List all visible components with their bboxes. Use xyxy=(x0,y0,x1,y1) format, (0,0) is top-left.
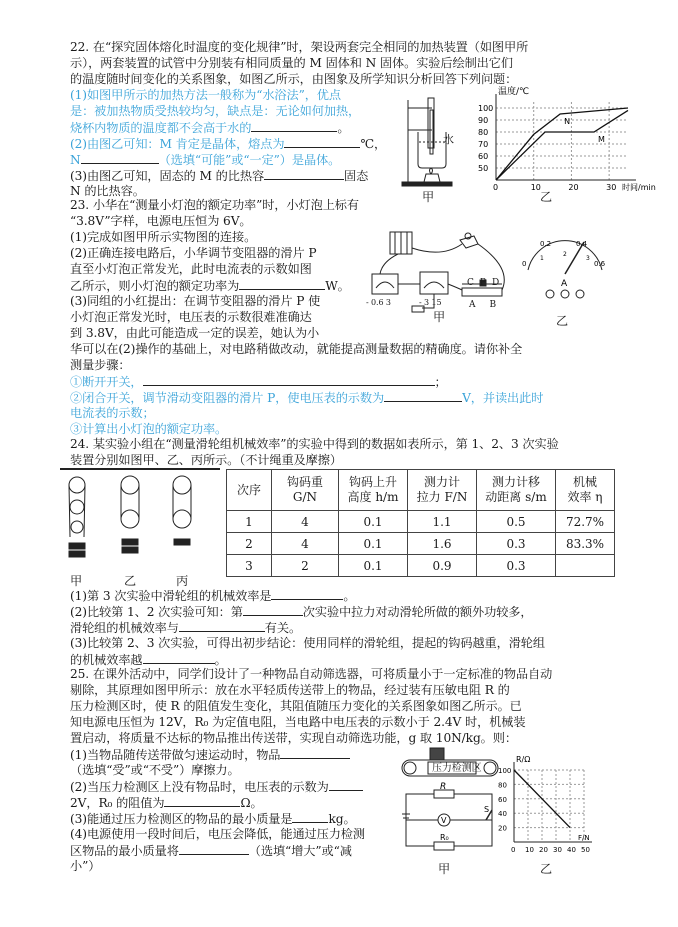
x-tick-label: 50 xyxy=(581,846,590,854)
series-line-M xyxy=(496,110,628,180)
q24-line1: 24. 某实验小组在“测量滑轮组机械效率”的实验中得到的数据如表所示，第 1、2、3 次实验 xyxy=(70,437,559,451)
table-cell: 0.9 xyxy=(408,555,477,577)
q23-dial-tick-1: 0.2 xyxy=(540,240,552,248)
q23-ammeter-dial xyxy=(520,232,610,310)
q23-rheostat-labels xyxy=(467,276,505,291)
q23-step2: ②闭合开关，调节滑动变阻器的滑片 P，使电压表的示数为 xyxy=(70,391,385,405)
q24-line2: 装置分别如图甲、乙、丙所示。（不计绳重及摩擦） xyxy=(70,453,342,467)
q23-ammeter-terminals: - 0.6 3 xyxy=(366,298,391,307)
y-axis-label: 温度/℃ xyxy=(498,87,530,97)
table-cell: 4 xyxy=(272,533,339,555)
q23-voltmeter-terminals: - 3 15 xyxy=(419,298,442,307)
q24-p1-end: 。 xyxy=(343,589,356,603)
q23-dial-unit: A xyxy=(561,279,568,289)
q25-p2b-line xyxy=(70,795,263,811)
table-cell: 2 xyxy=(227,533,272,555)
q23-step2-end: V，并读出此时 xyxy=(462,391,544,405)
x-tick-label: 30 xyxy=(553,846,562,854)
q25-blank-3[interactable] xyxy=(164,795,240,807)
q25-fig-yi: 乙 xyxy=(540,862,553,876)
q23-fig-jia: 甲 xyxy=(433,310,446,324)
q22-p3a-line xyxy=(70,168,368,184)
q25-p2a: (2)当压力检测区上没有物品时，电压表的示数为 xyxy=(70,780,329,794)
table-header-cell: 测力计 拉力 F/N xyxy=(408,470,477,511)
q22-blank-2[interactable] xyxy=(284,136,360,148)
x-tick-label: 20 xyxy=(568,183,579,192)
q24-p1: (1)第 3 次实验中滑轮组的机械效率是 xyxy=(70,589,272,603)
q23-p3d: 华可以在(2)操作的基础上，对电路稍做改动，就能提高测量数据的精确度。请你补全 xyxy=(70,342,523,356)
q24-blank-3[interactable] xyxy=(179,620,265,632)
q24-p2b-line xyxy=(70,620,301,636)
q25-p2a-line xyxy=(70,779,363,795)
q22-p2b-end: （选填“可能”或“一定”）是晶体。 xyxy=(158,153,341,167)
q23-label-p: P xyxy=(479,278,492,288)
x-tick-label: 30 xyxy=(606,183,617,192)
q22-line2: 示），两套装置的试管中分别装有相同质量的 M 固体和 N 固体。实验后绘制出它们 xyxy=(70,56,513,70)
q23-dial-small-3: 3 xyxy=(586,255,590,262)
q25-line5: 置启动，将质量不达标的物品推出传送带，实现自动筛选功能，g 取 10N/kg。则： xyxy=(70,731,517,745)
table-header-cell: 测力计移 动距离 s/m xyxy=(477,470,556,511)
table-cell: 0.3 xyxy=(477,533,556,555)
q23-step2-line xyxy=(70,390,543,406)
q23-line1: 23. 小华在“测量小灯泡的额定功率”时，小灯泡上标有 xyxy=(70,198,359,212)
q25-blank-1[interactable] xyxy=(280,747,350,759)
q25-p1b: （选填“受”或“不受”）摩擦力。 xyxy=(70,763,240,777)
q22-fig-jia: 甲 xyxy=(422,190,435,204)
q25-fig-jia: 甲 xyxy=(438,862,451,876)
q24-p2b-end: 有关。 xyxy=(264,621,302,635)
q23-label-d: D xyxy=(491,278,506,288)
table-cell: 1.1 xyxy=(408,511,477,533)
q23-step3: ③计算出小灯泡的额定功率。 xyxy=(70,422,228,436)
table-row xyxy=(227,511,615,533)
q23-blank-2[interactable] xyxy=(143,374,435,386)
q23-p2c-end: W。 xyxy=(325,279,350,293)
q22-temperature-chart xyxy=(470,84,656,196)
q22-p3a-end: 固态 xyxy=(344,169,369,183)
x-tick-label: 0 xyxy=(511,846,516,854)
y-tick-label: 70 xyxy=(478,140,489,149)
q24-p3b-end: 。 xyxy=(214,653,227,667)
y-axis-label: R/Ω xyxy=(516,755,531,764)
q25-v-label: V xyxy=(441,816,447,825)
q25-line1: 25. 在课外活动中，同学们设计了一种物品自动筛选器，可将质量小于一定标准的物品自动 xyxy=(70,667,553,681)
q22-blank-3[interactable] xyxy=(81,152,159,164)
q24-p2b: 滑轮组的机械效率与 xyxy=(70,621,179,635)
q25-resistance-chart xyxy=(496,755,606,860)
table-row xyxy=(227,533,615,555)
series-label-M: M xyxy=(598,135,605,144)
q24-p1-line xyxy=(70,588,356,604)
q23-dial-small-2: 2 xyxy=(563,251,567,258)
q25-line4: 知电源电压恒为 12V，R₀ 为定值电阻，当电路中电压表的示数小于 2.4V 时，机械装 xyxy=(70,715,526,729)
q22-p1a: (1)如图甲所示的加热方法一般称为“水浴法”，优点 xyxy=(70,88,341,102)
q22-p1b: 是：被加热物质受热较均匀，缺点是：无论如何加热， xyxy=(70,104,361,118)
series-label-N: N xyxy=(564,117,571,126)
q22-p1c-line xyxy=(70,120,349,136)
q23-step1-line xyxy=(70,374,447,390)
q25-blank-2[interactable] xyxy=(329,779,363,791)
q25-p3a-line xyxy=(70,811,356,827)
table-cell: 1.6 xyxy=(408,533,477,555)
q23-p1: (1)完成如图甲所示实物图的连接。 xyxy=(70,230,257,244)
q23-line2: “3.8V”字样，电源电压恒为 6V。 xyxy=(70,214,252,228)
x-axis-label: 时间/min xyxy=(622,183,656,192)
x-axis-label: F/N xyxy=(578,834,590,842)
q24-blank-1[interactable] xyxy=(271,588,343,600)
table-cell: 83.3% xyxy=(556,533,615,555)
q22-p2a-end: ℃， xyxy=(360,137,387,151)
y-tick-label: 50 xyxy=(478,164,489,173)
x-tick-label: 20 xyxy=(539,846,548,854)
q22-water-label: 水 xyxy=(443,133,454,146)
q23-label-c: C xyxy=(467,278,480,288)
table-cell: 4 xyxy=(272,511,339,533)
q23-p3e: 测量步骤： xyxy=(70,358,131,372)
q25-line2: 剔除，其原理如图甲所示：放在水平轻质传送带上的物品，经过装有压敏电阻 R 的 xyxy=(70,683,510,697)
table-cell: 0.5 xyxy=(477,511,556,533)
x-tick-label: 10 xyxy=(530,183,541,192)
q23-blank-3[interactable] xyxy=(384,390,462,402)
q25-p4b-end: （选填“增大”或“减 xyxy=(248,844,352,858)
table-header-cell: 机械 效率 η xyxy=(556,470,615,511)
q24-fig-yi: 乙 xyxy=(124,574,137,588)
q24-pulley-figures xyxy=(60,467,225,572)
q25-s-label: S xyxy=(484,805,490,814)
q24-fig-jia: 甲 xyxy=(70,574,83,588)
q25-p4b: 区物品的最小质量将 xyxy=(70,844,179,858)
q25-belt-label: 压力检测区 xyxy=(432,763,482,774)
q24-p3b-line xyxy=(70,652,227,668)
y-tick-label: 90 xyxy=(478,116,489,125)
q23-p3b: 小灯泡正常发光时，电压表的示数很难准确达 xyxy=(70,310,312,324)
table-cell: 0.1 xyxy=(339,511,408,533)
q25-blank-4[interactable] xyxy=(292,811,328,823)
q25-line3: 压力检测区时，使 R 的阻值发生变化，其阻值随压力变化的关系图象如图乙所示。已 xyxy=(70,699,522,713)
y-tick-label: 40 xyxy=(498,810,507,819)
table-header-cell: 钩码上升 高度 h/m xyxy=(339,470,408,511)
q23-dial-tick-0: 0 xyxy=(522,260,527,268)
q25-p2b-end: Ω。 xyxy=(240,796,263,810)
q22-line3: 的温度随时间变化的关系图象，如图乙所示，由图象及所学知识分析回答下列问题： xyxy=(70,72,518,86)
y-tick-label: 20 xyxy=(498,824,507,833)
q25-r-label: R xyxy=(440,782,447,792)
q25-p4c: 小”） xyxy=(70,859,101,873)
table-cell: 3 xyxy=(227,555,272,577)
table-cell-answer[interactable] xyxy=(556,555,615,577)
table-row xyxy=(227,555,615,577)
q22-blank-1[interactable] xyxy=(251,120,337,132)
q25-p1a: (1)当物品随传送带做匀速运动时，物品 xyxy=(70,748,281,762)
q23-blank-1[interactable] xyxy=(239,278,325,290)
q24-fig-bing: 丙 xyxy=(176,574,189,588)
table-cell: 72.7% xyxy=(556,511,615,533)
q22-p2b-line xyxy=(70,152,340,168)
table-cell: 2 xyxy=(272,555,339,577)
q22-fig-yi: 乙 xyxy=(540,190,553,204)
q24-p2a: (2)比较第 1、2 次实验可知：第 xyxy=(70,605,243,619)
table-cell: 0.1 xyxy=(339,533,408,555)
x-tick-label: 0 xyxy=(493,183,499,192)
q23-step1-end: ； xyxy=(434,375,447,389)
q22-p2a: (2)由图乙可知：M 肯定是晶体，熔点为 xyxy=(70,137,285,151)
table-header-cell: 次序 xyxy=(227,470,272,511)
q24-p3b: 的机械效率越 xyxy=(70,653,143,667)
q24-blank-2[interactable] xyxy=(243,604,303,616)
y-tick-label: 80 xyxy=(478,128,489,137)
x-tick-label: 40 xyxy=(567,846,576,854)
q25-p1a-line xyxy=(70,747,350,763)
y-tick-label: 60 xyxy=(498,795,507,804)
y-tick-label: 60 xyxy=(478,152,489,161)
x-tick-label: 10 xyxy=(525,846,534,854)
q25-circuit xyxy=(400,782,500,854)
q25-p3a: (3)能通过压力检测区的物品的最小质量是 xyxy=(70,812,293,826)
q23-fig-yi: 乙 xyxy=(556,314,569,328)
y-tick-label: 100 xyxy=(498,767,512,775)
q24-blank-4[interactable] xyxy=(143,652,215,664)
q23-p2a: (2)正确连接电路后，小华调节变阻器的滑片 P xyxy=(70,246,317,260)
table-cell: 0.3 xyxy=(477,555,556,577)
q22-apparatus-figure xyxy=(400,90,460,205)
table-cell: 0.1 xyxy=(339,555,408,577)
q25-p4b-line xyxy=(70,843,352,859)
q23-rheostat-labels-bottom xyxy=(469,298,510,313)
q24-p2a-line xyxy=(70,604,532,620)
q23-label-a: A xyxy=(469,300,490,310)
q22-p2b-start: N xyxy=(70,153,81,167)
q24-p3a: (3)比较第 2、3 次实验，可得出初步结论：使用同样的滑轮组，提起的钩码越重，滑轮组 xyxy=(70,636,545,650)
q22-p1c: 烧杯内物质的温度都不会高于水的 xyxy=(70,121,252,135)
q23-dial-tick-3: 0.6 xyxy=(594,260,606,268)
q25-p4a: (4)电源使用一段时间后，电压会降低，能通过压力检测 xyxy=(70,827,365,841)
table-header-cell: 钩码重 G/N xyxy=(272,470,339,511)
q23-step2b: 电流表的示数； xyxy=(70,406,155,420)
q22-p2a-line xyxy=(70,136,386,152)
q22-blank-4[interactable] xyxy=(264,168,344,180)
q25-p2b: 2V，R₀ 的阻值为 xyxy=(70,796,165,810)
q23-label-b: B xyxy=(489,300,511,310)
q23-p2b: 直至小灯泡正常发光，此时电流表的示数如图 xyxy=(70,262,312,276)
q23-dial-tick-2: 0.4 xyxy=(576,240,588,248)
q23-p2c: 乙所示，则小灯泡的额定功率为 xyxy=(70,279,240,293)
q25-p3a-end: kg。 xyxy=(328,812,356,826)
q22-line1: 22. 在“探究固体熔化时温度的变化规律”时，架设两套完全相同的加热装置（如图甲所 xyxy=(70,40,529,54)
q23-p3a: (3)同组的小红提出：在调节变阻器的滑片 P 使 xyxy=(70,294,321,308)
q25-blank-5[interactable] xyxy=(179,843,249,855)
q24-data-table xyxy=(226,469,615,577)
q22-p3a: (3)由图乙可知，固态的 M 的比热容 xyxy=(70,169,265,183)
q24-p2a-end: 次实验中拉力对动滑轮所做的额外功较多， xyxy=(302,605,533,619)
q23-p3c: 到 3.8V，由此可能造成一定的误差，她认为小 xyxy=(70,326,320,340)
table-header-row xyxy=(227,470,615,511)
q25-r0-label: R₀ xyxy=(440,833,449,842)
y-tick-label: 80 xyxy=(498,781,507,790)
q22-p3b: N 的比热容。 xyxy=(70,184,145,198)
table-cell: 1 xyxy=(227,511,272,533)
q23-step1: ①断开开关， xyxy=(70,375,143,389)
y-tick-label: 100 xyxy=(478,104,494,113)
q23-p2c-line xyxy=(70,278,350,294)
q23-dial-small-1: 1 xyxy=(540,255,544,262)
q22-p1c-end: 。 xyxy=(337,121,350,135)
